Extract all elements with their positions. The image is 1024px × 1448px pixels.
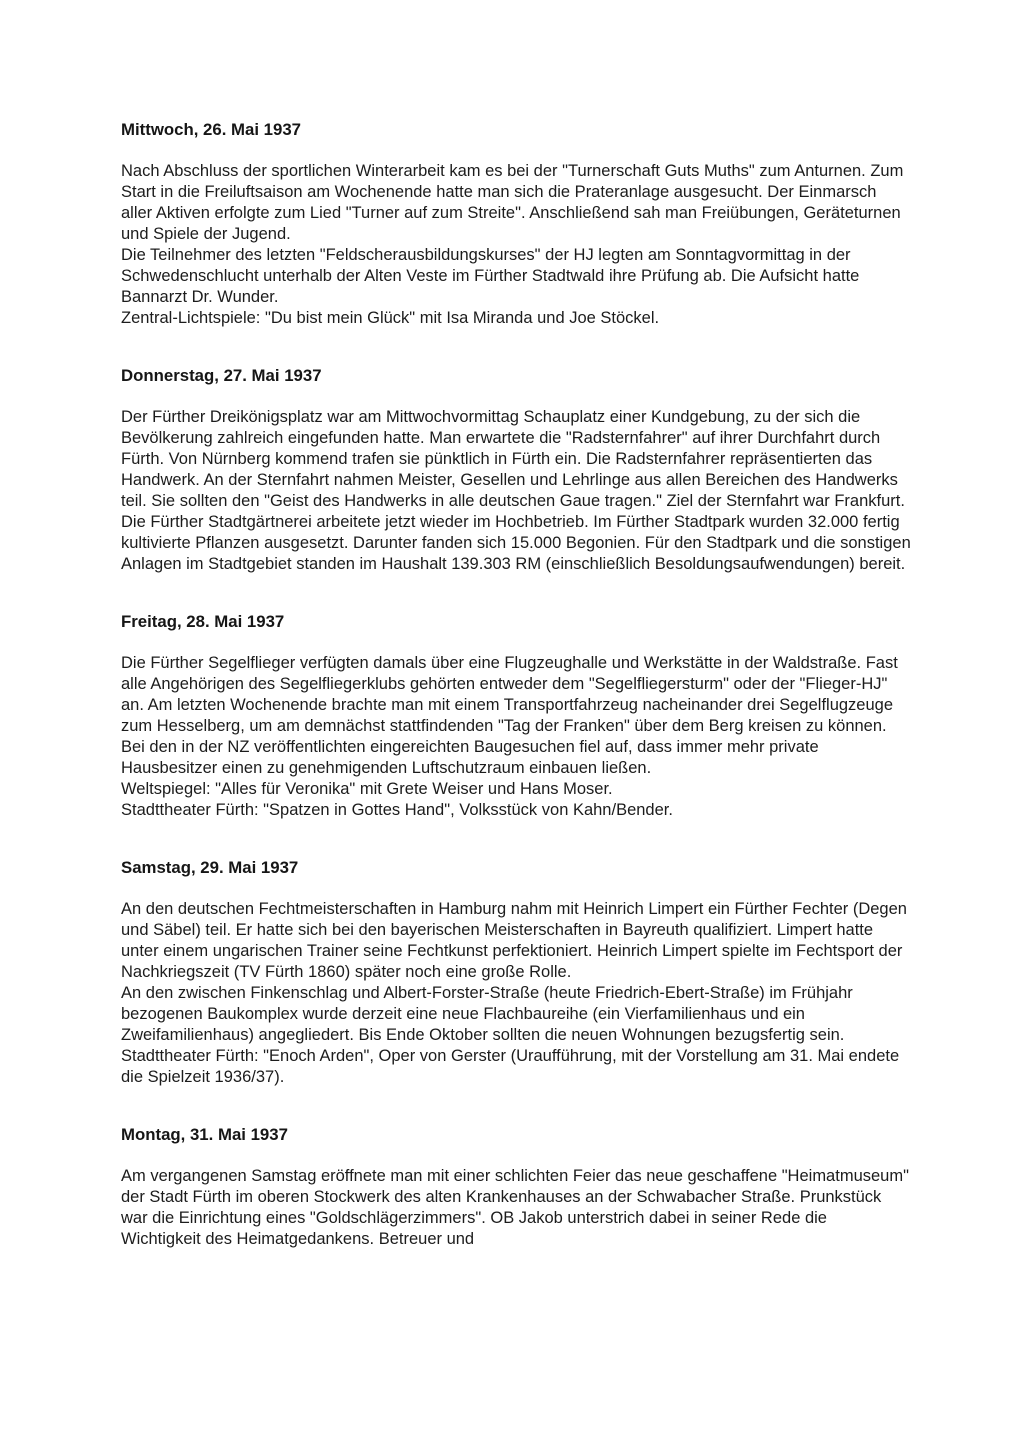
paragraph: Zentral-Lichtspiele: "Du bist mein Glück" mit Isa Miranda und Joe Stöckel. [121, 309, 660, 327]
section-heading: Mittwoch, 26. Mai 1937 [121, 120, 301, 139]
chronicle-day-section [121, 1124, 911, 1250]
paragraph: An den deutschen Fechtmeisterschaften in Hamburg nahm mit Heinrich Limpert ein Fürther Fechter (Degen und Säbel) teil. Er hatte sich bei den bayerischen Meisterschaften in Bayreuth qualifiziert. Limpert hatte unter einem ungarischen Trainer seine Fechtkunst perfektioniert. Heinrich Limpert spielte im Fechtsport der Nachkriegszeit (TV Fürth 1860) später noch eine große Rolle. [121, 900, 907, 981]
paragraph: Der Fürther Dreikönigsplatz war am Mittwochvormittag Schauplatz einer Kundgebung, zu der sich die Bevölkerung zahlreich eingefunden hatte. Man erwartete die "Radsternfahrer" auf ihrer Durchfahrt durch Fürth. Von Nürnberg kommend trafen sie pünktlich in Fürth ein. Die Radsternfahrer repräsentierten das Handwerk. An der Sternfahrt nahmen Meister, Gesellen und Lehrlinge aus allen Bereichen des Handwerks teil. Sie sollten den "Geist des Handwerks in alle deutschen Gaue tragen." Ziel der Sternfahrt war Frankfurt. [121, 408, 905, 510]
chronicle-day-section [121, 857, 911, 1088]
section-heading: Donnerstag, 27. Mai 1937 [121, 366, 322, 385]
paragraph: Am vergangenen Samstag eröffnete man mit einer schlichten Feier das neue geschaffene "Heimatmuseum" der Stadt Fürth im oberen Stockwerk des alten Krankenhauses an der Schwabacher Straße. Prunkstück war die Einrichtung eines "Goldschlägerzimmers". OB Jakob unterstrich dabei in seiner Rede die Wichtigkeit des Heimatgedankens. Betreuer und [121, 1167, 909, 1248]
paragraph: Stadttheater Fürth: "Enoch Arden", Oper von Gerster (Uraufführung, mit der Vorstellung am 31. Mai endete die Spielzeit 1936/37). [121, 1047, 900, 1086]
section-heading: Freitag, 28. Mai 1937 [121, 612, 285, 631]
chronicle-day-section [121, 119, 911, 329]
paragraph: Weltspiegel: "Alles für Veronika" mit Grete Weiser und Hans Moser. [121, 780, 613, 798]
document-content [121, 119, 911, 1286]
paragraph: Die Fürther Stadtgärtnerei arbeitete jetzt wieder im Hochbetrieb. Im Fürther Stadtpark wurden 32.000 fertig kultivierte Pflanzen ausgesetzt. Darunter fanden sich 15.000 Begonien. Für den Stadtpark und die sonstigen Anlagen im Stadtgebiet standen im Haushalt 139.303 RM (einschließlich Besoldungsaufwendungen) bereit. [121, 513, 911, 573]
paragraph: Stadttheater Fürth: "Spatzen in Gottes Hand", Volksstück von Kahn/Bender. [121, 801, 673, 819]
paragraph: Nach Abschluss der sportlichen Winterarbeit kam es bei der "Turnerschaft Guts Muths" zum Anturnen. Zum Start in die Freiluftsaison am Wochenende hatte man sich die Prateranlage ausgesucht. Der Einmarsch aller Aktiven erfolgte zum Lied "Turner auf zum Streite". Anschließend sah man Freiübungen, Geräteturnen und Spiele der Jugend. [121, 162, 904, 243]
section-heading: Montag, 31. Mai 1937 [121, 1125, 288, 1144]
paragraph: Bei den in der NZ veröffentlichten eingereichten Baugesuchen fiel auf, dass immer mehr private Hausbesitzer einen zu genehmigenden Luftschutzraum einbauen ließen. [121, 738, 819, 777]
section-heading: Samstag, 29. Mai 1937 [121, 858, 299, 877]
chronicle-day-section [121, 611, 911, 821]
chronicle-day-section [121, 365, 911, 575]
paragraph: Die Fürther Segelflieger verfügten damals über eine Flugzeughalle und Werkstätte in der Waldstraße. Fast alle Angehörigen des Segelfliegerklubs gehörten entweder dem "Segelfliegersturm" oder der "Flieger-HJ" an. Am letzten Wochenende brachte man mit einem Transportfahrzeug nacheinander drei Segelflugzeuge zum Hesselberg, um am demnächst stattfindenden "Tag der Franken" über dem Berg kreisen zu können. [121, 654, 898, 735]
paragraph: An den zwischen Finkenschlag und Albert-Forster-Straße (heute Friedrich-Ebert-Straße) im Frühjahr bezogenen Baukomplex wurde derzeit eine neue Flachbaureihe (ein Vierfamilienhaus und ein Zweifamilienhaus) angegliedert. Bis Ende Oktober sollten die neuen Wohnungen bezugsfertig sein. [121, 984, 853, 1044]
paragraph: Die Teilnehmer des letzten "Feldscherausbildungskurses" der HJ legten am Sonntagvormittag in der Schwedenschlucht unterhalb der Alten Veste im Fürther Stadtwald ihre Prüfung ab. Die Aufsicht hatte Bannarzt Dr. Wunder. [121, 246, 860, 306]
